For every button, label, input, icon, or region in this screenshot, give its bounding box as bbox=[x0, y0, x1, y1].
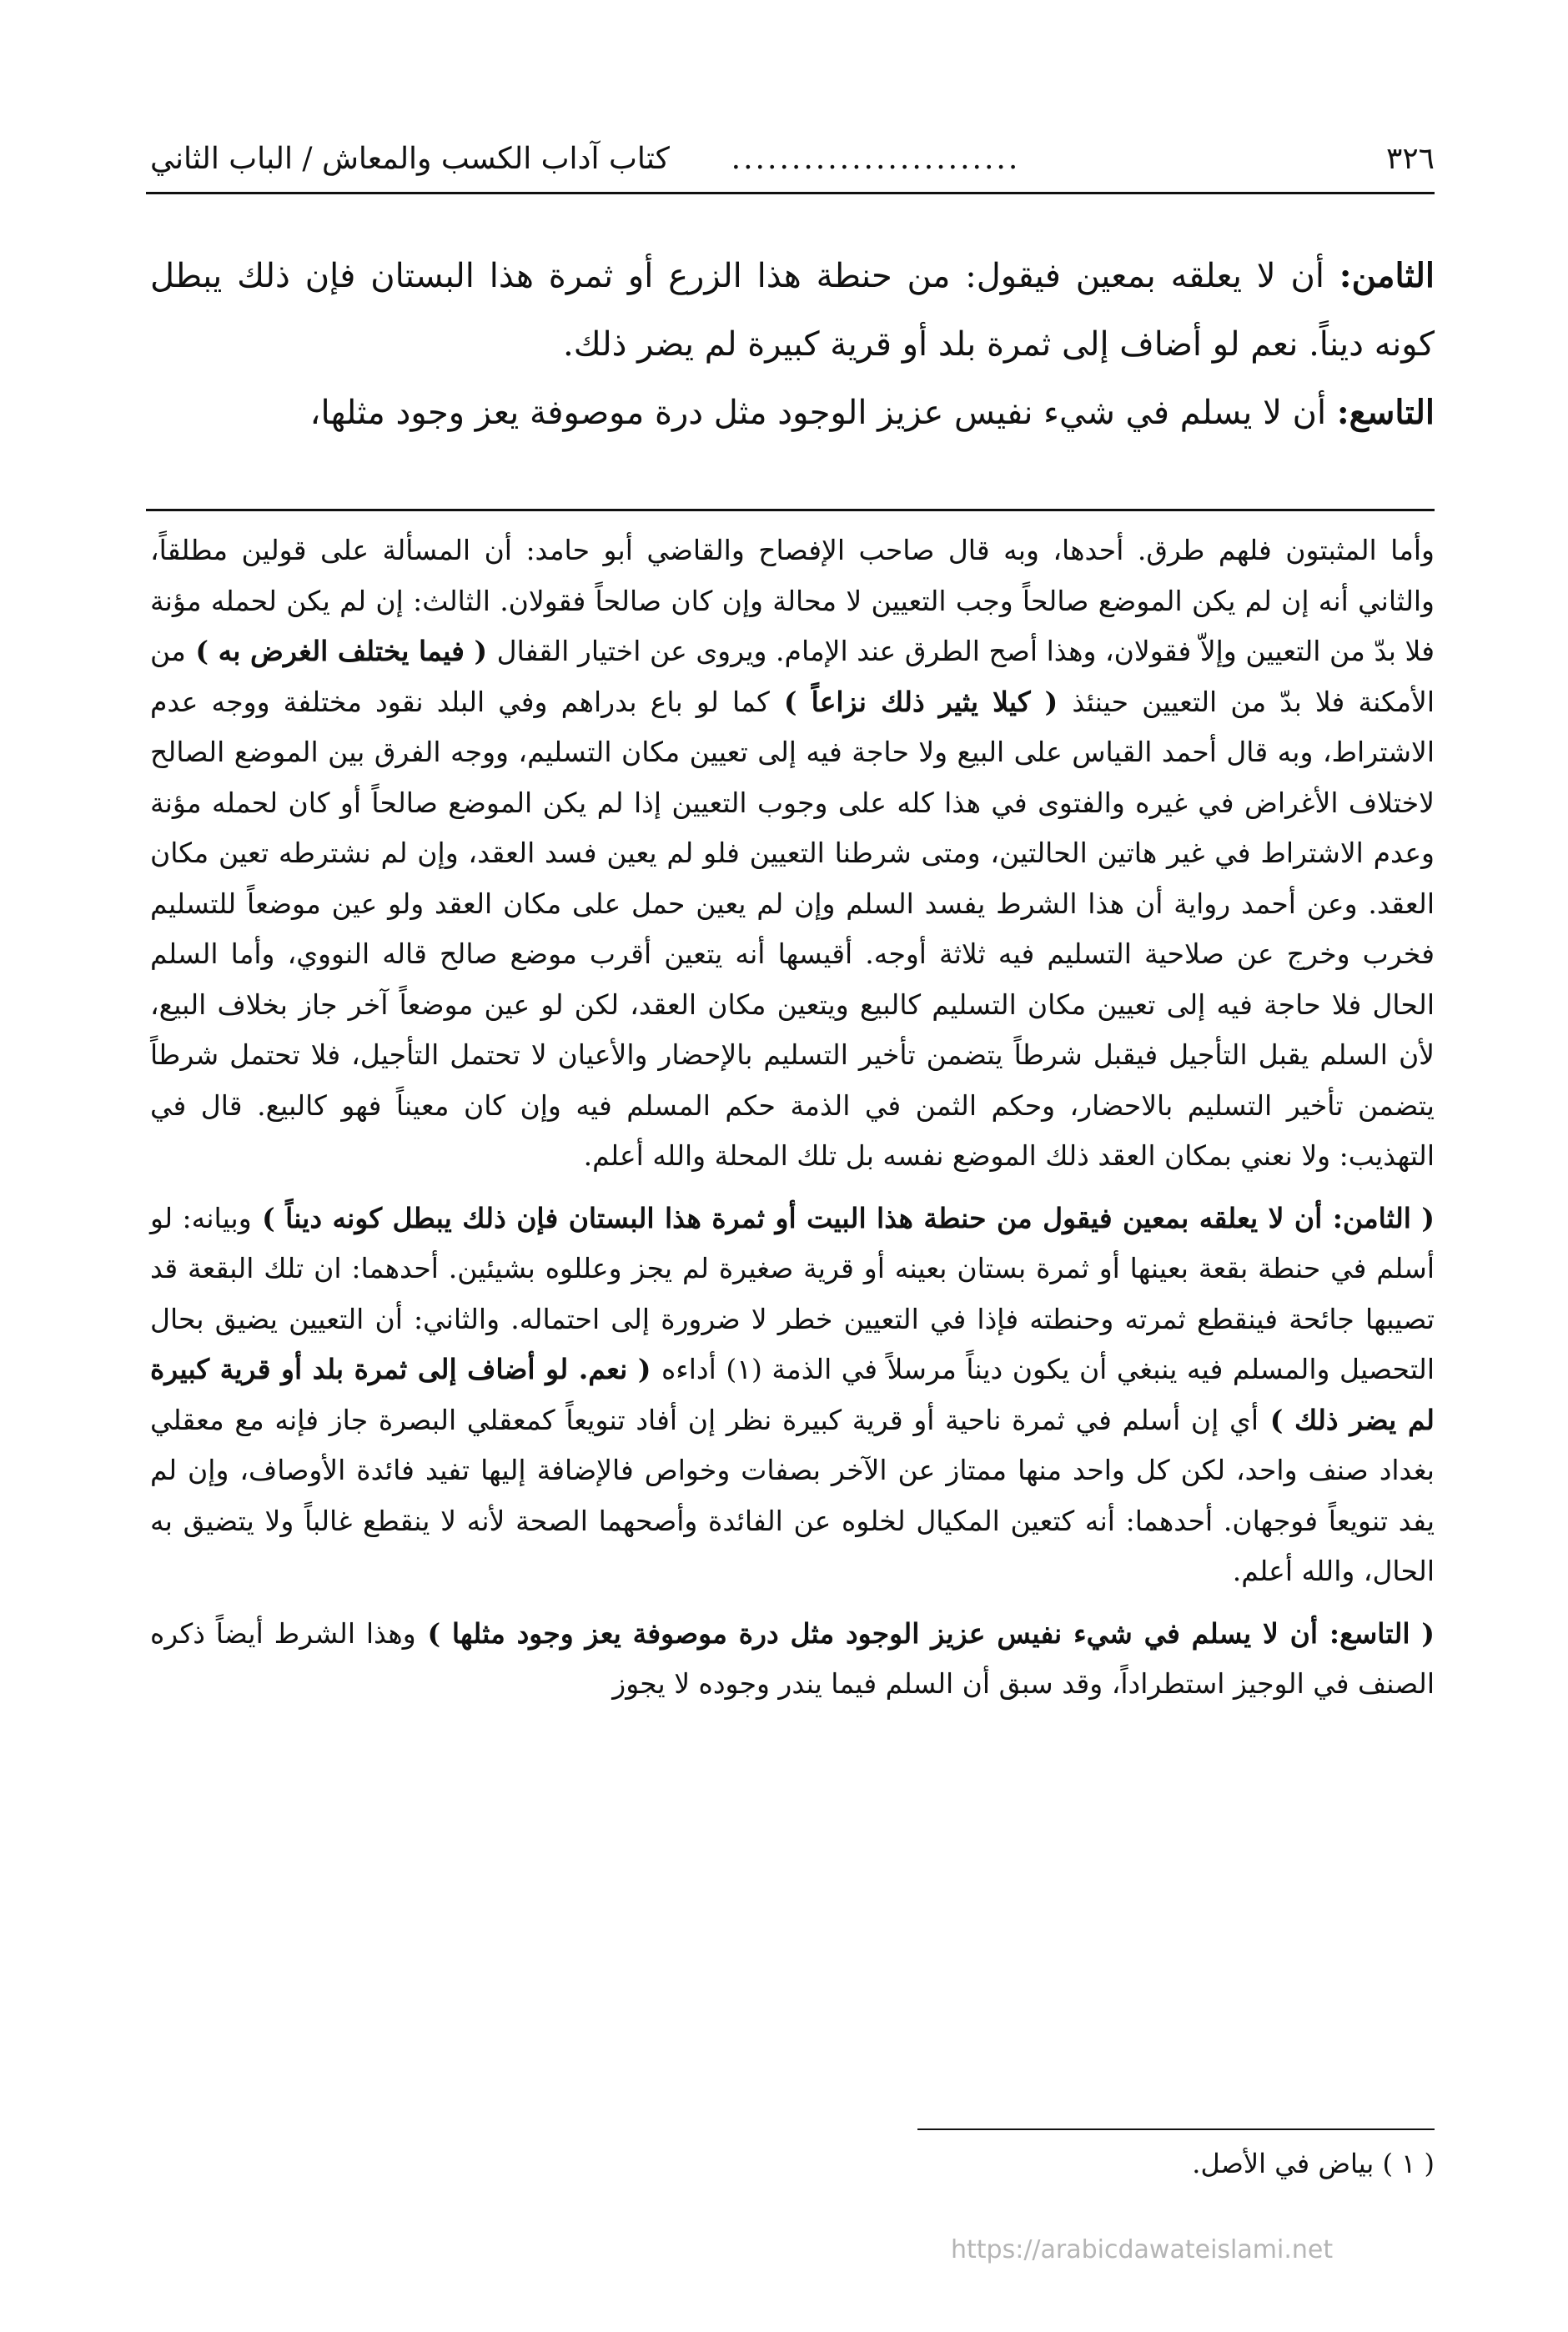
header-leader-dots: ........................ bbox=[731, 142, 1021, 176]
commentary-paragraph-2 bbox=[150, 1194, 1435, 1597]
commentary-1-quote-2: ( كيلا يثير ذلك نزاعاً ) bbox=[769, 685, 1073, 718]
commentary-1-quote-1: ( فيما يختلف الغرض به ) bbox=[185, 635, 497, 667]
term-ninth: التاسع: bbox=[1336, 393, 1435, 432]
page-number: ٣٢٦ bbox=[1385, 142, 1435, 176]
page-header bbox=[150, 133, 1435, 192]
term-eighth: الثامن: bbox=[1339, 256, 1435, 295]
main-text bbox=[150, 242, 1435, 447]
commentary-1-start: وأما المثبتون فلهم طرق. أحدها، وبه قال صاحب الإفصاح والقاضي أبو حامد: أن المسألة على قولين مطلقاً، والثاني أنه إن لم يكن الموضع صالحاً وجب التعيين لا محالة وإن كان صالحاً فقولان. الثالث: إن لم يكن لحمله مؤنة فلا بدّ من التعيين وإلاّ فقولان، وهذا أصح الطرق عند الإمام. ويروى عن اختيار القفال bbox=[150, 534, 1435, 667]
footnote-rule bbox=[917, 2128, 1435, 2130]
commentary-3-end: وهذا الشرط أيضاً ذكره الصنف في الوجيز استطراداً، وقد سبق أن السلم فيما يندر وجوده لا يجوز bbox=[150, 1616, 1435, 1700]
main-text-eighth: أن لا يعلقه بمعين فيقول: من حنطة هذا الزرع أو ثمرة هذا البستان فإن ذلك يبطل كونه ديناً. نعم لو أضاف إلى ثمرة بلد أو قرية كبيرة لم يضر ذلك. bbox=[150, 257, 1435, 364]
commentary-2-quote-1: ( الثامن: أن لا يعلقه بمعين فيقول من حنطة هذا البيت أو ثمرة هذا البستان فإن ذلك يبطل كونه ديناً ) bbox=[251, 1201, 1435, 1234]
commentary-1-middle: من الأمكنة فلا بدّ من التعيين حينئذ bbox=[150, 635, 1435, 718]
main-text-separator bbox=[146, 509, 1435, 511]
commentary-2-quote-2: ( نعم. لو أضاف إلى ثمرة بلد أو قرية كبيرة لم يضر ذلك ) bbox=[150, 1353, 1435, 1436]
commentary-1-end: كما لو باع بدراهم وفي البلد نقود مختلفة ووجه عدم الاشتراط، وبه قال أحمد القياس على البيع ولا حاجة فيه إلى تعيين مكان التسليم، ووجه الفرق بين الموضع الصالح لاختلاف الأغراض في غيره والفتوى في هذا كله على وجوب التعيين إذا لم يكن الموضع صالحاً أو كان لحمله مؤنة وعدم الاشتراط في غير هاتين الحالتين، ومتى شرطنا التعيين فلو لم يعين فسد العقد، وإن لم نشترطه تعين مكان العقد. وعن أحمد رواية أن هذا الشرط يفسد السلم وإن لم يعين حمل على مكان العقد ولو عين موضعاً للتسليم فخرب وخرج عن صلاحية التسليم فيه ثلاثة أوجه. أقيسها أنه يتعين أقرب موضع صالح قاله النووي، وأما السلم الحال فلا حاجة فيه إلى تعيين مكان التسليم كالبيع ويتعين مكان العقد، لكن لو عين موضعاً آخر جاز بخلاف البيع، لأن السلم يقبل التأجيل فيقبل شرطاً يتضمن تأخير التسليم بالإحضار والأعيان لا تحتمل التأجيل، فلا تحتمل شرطاً يتضمن تأخير التسليم بالاحضار، وحكم الثمن في الذمة حكم المسلم فيه وإن كان معيناً فهو كالبيع. قال في التهذيب: ولا نعني بمكان العقد ذلك الموضع نفسه بل تلك المحلة والله أعلم. bbox=[150, 685, 1435, 1172]
footnote: ( ١ ) بياض في الأصل. bbox=[1192, 2148, 1435, 2179]
running-title: كتاب آداب الكسب والمعاش / الباب الثاني bbox=[150, 142, 670, 176]
commentary-paragraph-1 bbox=[150, 525, 1435, 1182]
commentary-3-quote: ( التاسع: أن لا يسلم في شيء نفيس عزيز الوجود مثل درة موصوفة يعز وجود مثلها ) bbox=[415, 1616, 1435, 1650]
commentary bbox=[150, 525, 1435, 1721]
main-paragraph-ninth bbox=[150, 379, 1435, 447]
main-paragraph-eighth bbox=[150, 242, 1435, 379]
commentary-paragraph-3 bbox=[150, 1609, 1435, 1710]
commentary-2-middle: وبيانه: لو أسلم في حنطة بقعة بعينها أو ثمرة بستان بعينه أو قرية صغيرة لم يجز وعللوه بشيئين. أحدهما: ان تلك البقعة قد تصيبها جائحة فينقطع ثمرته وحنطته فإذا في التعيين خطر لا ضرورة إلى احتماله. والثاني: أن التعيين يضيق بحال التحصيل والمسلم فيه ينبغي أن يكون ديناً مرسلاً في الذمة (١) أداءه bbox=[150, 1201, 1435, 1385]
main-text-ninth: أن لا يسلم في شيء نفيس عزيز الوجود مثل درة موصوفة يعز وجود مثلها، bbox=[309, 394, 1337, 432]
watermark-url: https://arabicdawateislami.net bbox=[951, 2235, 1334, 2264]
header-rule bbox=[146, 192, 1435, 194]
commentary-2-end: أي إن أسلم في ثمرة ناحية أو قرية كبيرة نظر إن أفاد تنويعاً كمعقلي البصرة جاز فإنه مع معقلي بغداد صنف واحد، لكن كل واحد منها ممتاز عن الآخر بصفات وخواص فالإضافة إليها تفيد فائدة الأوصاف، وإن لم يفد تنويعاً فوجهان. أحدهما: أنه كتعين المكيال لخلوه عن الفائدة وأصحهما الصحة لأنه لا ينقطع غالباً ولا يتضيق به الحال، والله أعلم. bbox=[150, 1403, 1435, 1587]
